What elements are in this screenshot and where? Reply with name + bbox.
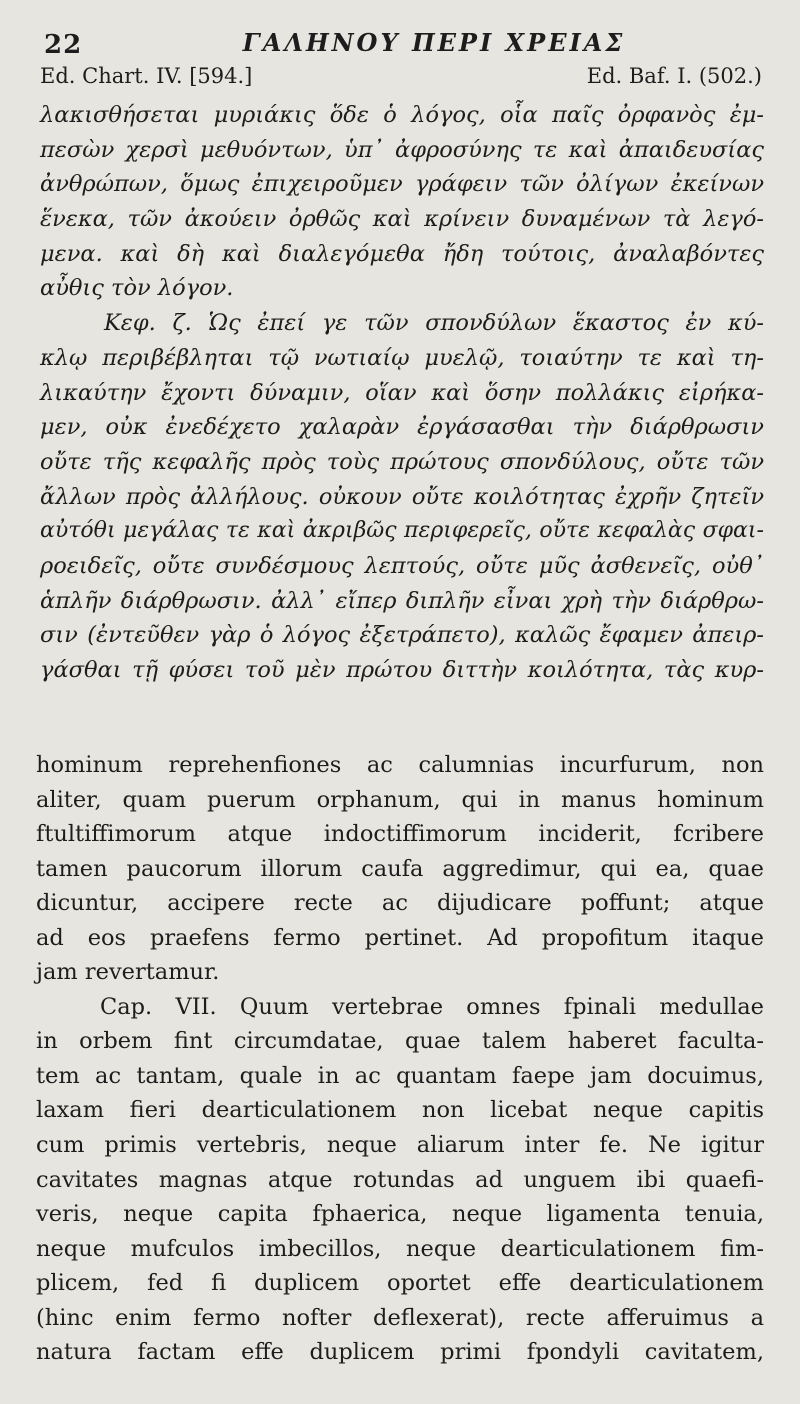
latin-text-block (36, 748, 764, 1370)
latin-line: in orbem fint circumdatae, quae talem haberet faculta- (36, 1028, 764, 1055)
greek-line: αὐτόθι μεγάλας τε καὶ ἀκριβῶς περιφερεῖς, οὔτε κεφαλὰς σφαι- (40, 518, 764, 544)
greek-line: ἀνθρώπων, ὅμως ἐπιχειροῦμεν γράφειν τῶν ὀλίγων ἐκείνων (40, 171, 764, 198)
latin-line: tamen paucorum illorum caufa aggredimur, qui ea, quae (36, 855, 764, 882)
latin-line: jam revertamur. (36, 959, 220, 986)
edition-basel: Ed. Baf. I. (502.) (586, 64, 762, 88)
latin-line: aliter, quam puerum orphanum, qui in manus hominum (36, 786, 764, 813)
latin-line: hominum reprehenfiones ac calumnias incurfurum, non (36, 752, 764, 778)
latin-line: cum primis vertebris, neque aliarum inter fe. Ne igitur (36, 1132, 764, 1159)
page-number: 22 (44, 30, 83, 60)
latin-line: ftultiffimorum atque indoctiffimorum inciderit, fcribere (36, 821, 764, 848)
latin-line: dicuntur, accipere recte ac dijudicare poffunt; atque (36, 890, 764, 917)
greek-line: ἁπλῆν διάρθρωσιν. ἀλλ᾽ εἴπερ διπλῆν εἶναι χρὴ τὴν διάρθρω- (40, 587, 764, 614)
greek-line: Κεφ. ζ. Ὡς ἐπεί γε τῶν σπονδύλων ἕκαστος ἐν κύ- (104, 310, 764, 337)
greek-line: γάσθαι τῇ φύσει τοῦ μὲν πρώτου διττὴν κοιλότητα, τὰς κυρ- (40, 657, 764, 683)
latin-line: ad eos praefens fermo pertinet. Ad propofitum itaque (36, 924, 764, 951)
latin-line: (hinc enim fermo nofter deflexerat), recte afferuimus a (36, 1304, 764, 1331)
greek-line: ροειδεῖς, οὔτε συνδέσμους λεπτούς, οὔτε μῦς ἀσθενεῖς, οὐθ᾽ (40, 552, 764, 579)
running-title: ΓΑΛΗΝΟΥ ΠΕΡΙ ΧΡΕΙΑΣ (242, 28, 626, 57)
greek-line: λακισθήσεται μυριάκις ὅδε ὁ λόγος, οἷα παῖς ὀρφανὸς ἐμ- (40, 102, 764, 128)
edition-chartier: Ed. Chart. IV. [594.] (40, 64, 253, 88)
greek-line: μεν, οὐκ ἐνεδέχετο χαλαρὰν ἐργάσασθαι τὴν διάρθρωσιν (40, 414, 764, 441)
latin-line: natura factam effe duplicem primi fpondyli cavitatem, (36, 1339, 764, 1366)
latin-line: cavitates magnas atque rotundas ad unguem ibi quaefi- (36, 1166, 764, 1193)
latin-line: plicem, fed fi duplicem oportet effe dearticulationem (36, 1270, 764, 1297)
greek-line: μενα. καὶ δὴ καὶ διαλεγόμεθα ἤδη τούτοις, ἀναλαβόντες (40, 240, 764, 267)
greek-line: αὖθις τὸν λόγον. (40, 275, 234, 302)
latin-line: neque mufculos imbecillos, neque dearticulationem fim- (36, 1235, 764, 1262)
latin-line: laxam fieri dearticulationem non licebat neque capitis (36, 1097, 764, 1124)
greek-line: πεσὼν χερσὶ μεθυόντων, ὑπ᾽ ἀφροσύνης τε καὶ ἀπαιδευσίας (40, 136, 764, 163)
page-header (38, 22, 760, 58)
latin-line: veris, neque capita fphaerica, neque ligamenta tenuia, (36, 1201, 764, 1228)
greek-line: λικαύτην ἔχοντι δύναμιν, οἵαν καὶ ὅσην πολλάκις εἰρήκα- (40, 379, 764, 406)
greek-line: ἄλλων πρὸς ἀλλήλους. οὐκουν οὔτε κοιλότητας ἐχρῆν ζητεῖν (40, 483, 764, 510)
greek-line: ἕνεκα, τῶν ἀκούειν ὀρθῶς καὶ κρίνειν δυναμένων τὰ λεγό- (40, 206, 764, 233)
greek-line: κλῳ περιβέβληται τῷ νωτιαίῳ μυελῷ, τοιαύτην τε καὶ τη- (40, 344, 764, 371)
greek-text-block (40, 98, 764, 688)
greek-line: σιν (ἐντεῦθεν γὰρ ὁ λόγος ἐξετράπετο), καλῶς ἔφαμεν ἀπειρ- (40, 622, 764, 649)
greek-line: οὔτε τῆς κεφαλῆς πρὸς τοὺς πρώτους σπονδύλους, οὔτε τῶν (40, 448, 764, 475)
latin-line: Cap. VII. Quum vertebrae omnes fpinali medullae (100, 993, 764, 1020)
edition-references (40, 64, 762, 94)
latin-line: tem ac tantam, quale in ac quantam faepe jam docuimus, (36, 1062, 764, 1089)
